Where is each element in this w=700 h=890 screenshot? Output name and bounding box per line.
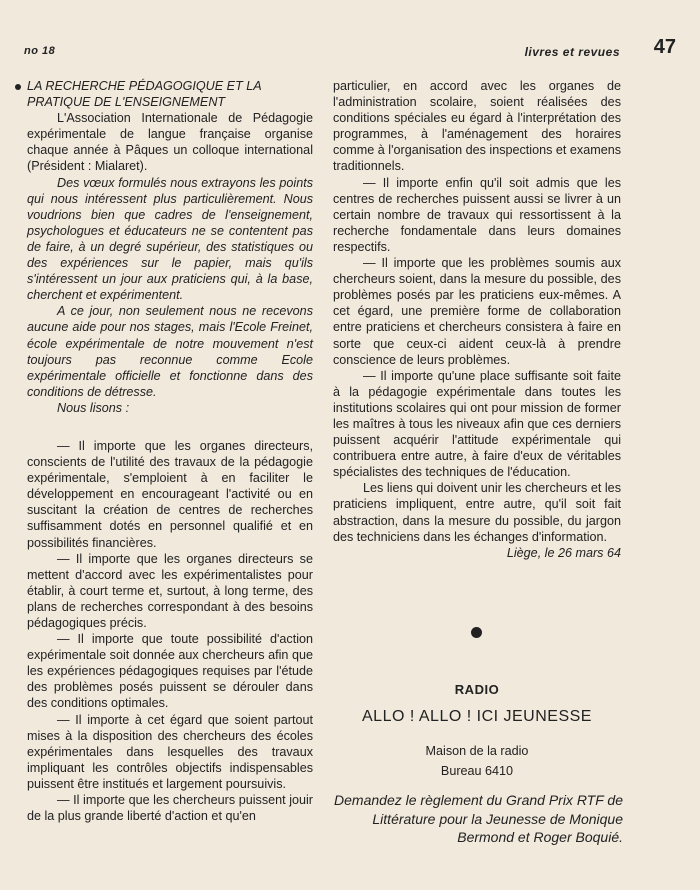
point-paragraph: — Il importe que les problèmes soumis aux chercheurs soient, dans la mesure du possible, des problèmes posés par les praticiens eux-mêmes. A cet égard, une première forme de collaboration entre praticiens et chercheurs consistera à faire en sorte que ceux-ci aident ceux-là à prendre conscience de leurs problèmes. — [333, 256, 621, 367]
point-paragraph: — Il importe que toute possibilité d'action expérimentale soit donnée aux chercheurs afin que les expériences pédagogiques requises par l'étude des problèmes posés puissent se dérouler dans des conditions optimales. — [27, 632, 313, 711]
issue-number: no 18 — [24, 45, 56, 57]
separator-dot-icon — [471, 627, 482, 638]
radio-heading: RADIO — [454, 682, 500, 697]
article-title-line-2: PRATIQUE DE L'ENSEIGNEMENT — [27, 95, 226, 110]
article-title — [27, 78, 313, 110]
point-paragraph: — Il importe que les organes directeurs, conscients de l'utilité des travaux de la pédagogie expérimentale, s'emploient à en faciliter le développement en encourageant l'activité ou en suscitant la création de centres de recherches suffisamment dotés en personnel qualifié et en possibilités financières. — [27, 438, 313, 550]
closing-paragraph: Les liens qui doivent unir les chercheurs et les praticiens impliquent, entre autre, qu'il soit fait abstraction, dans la mesure du possible, du jargon des techniciens dans les échanges d'information. — [333, 481, 621, 544]
right-column — [333, 78, 621, 561]
intro-paragraph: L'Association Internationale de Pédagogie expérimentale de langue française organise chaque année à Pâques un colloque international (Président : Mialaret). — [27, 111, 313, 174]
spacer — [27, 416, 313, 438]
section-title: livres et revues — [524, 45, 620, 59]
radio-title: ALLO ! ALLO ! ICI JEUNESSE — [362, 708, 592, 725]
freinet-paragraph: A ce jour, non seulement nous ne recevons aucune aide pour nos stages, mais l'Ecole Freinet, école expérimentale de notre mouvement n'est toujours pas reconnue comme Ecole expérimentale officielle et fonctionne dans des conditions de détresse. — [27, 304, 313, 399]
point-paragraph: — Il importe à cet égard que soient partout mises à la disposition des chercheurs des écoles expérimentales dans lesquelles des travaux impliquant les contrôles objectifs indispensables puissent être institués et largement poursuivis. — [27, 712, 313, 791]
wishes-paragraph: Des vœux formulés nous extrayons les points qui nous intéressent plus particulièrement. Nous voudrions bien que cadres de l'enseignement, psychologues et éducateurs ne se contentent pas de faire, à un degré supérieur, des statistiques ou des expériences sur le papier, mais qu'ils s'intéressent un jour aux praticiens qui, à la base, cherchent et expérimentent. — [27, 175, 313, 303]
point-paragraph: — Il importe qu'une place suffisante soit faite à la pédagogie expérimentale dans toutes les institutions scolaires qui ont pour mission de former les maîtres à tous les niveaux afin que ces derniers puissent acquérir l'attitude expérimentale qui contribuera entre autre, à faire d'eux de véritables spécialistes des techniques de l'éducation. — [333, 368, 621, 480]
radio-address-line-2: Bureau 6410 — [440, 764, 514, 778]
bullet-icon — [15, 84, 21, 90]
we-read-label: Nous lisons : — [57, 400, 130, 415]
point-paragraph: — Il importe que les organes directeurs se mettent d'accord avec les expérimentalistes pour établir, à court terme et, surtout, à long terme, des plans de recherches correspondant à des besoins pédagogiques précis. — [27, 551, 313, 630]
article-title-line-1: LA RECHERCHE PÉDAGOGIQUE ET LA — [27, 79, 262, 93]
point-paragraph: — Il importe enfin qu'il soit admis que les centres de recherches puissent aussi se livrer à un certain nombre de travaux qui ressortissent à la recherche fondamentale dans leurs domaines respectifs. — [333, 175, 621, 254]
left-column — [27, 78, 313, 824]
article-signature: Liège, le 26 mars 64 — [506, 545, 621, 560]
radio-note: Demandez le règlement du Grand Prix RTF de Littérature pour la Jeunesse de Monique Bermond et Roger Boquié. — [334, 792, 623, 845]
continued-paragraph: particulier, en accord avec les organes de l'administration scolaire, soient réalisées des conditions spéciales eu égard à l'interprétation des programmes, à l'aménagement des horaires comme à l'organisation des inspections et examens traditionnels. — [333, 79, 622, 174]
radio-address-line-1: Maison de la radio — [425, 744, 529, 758]
point-paragraph: — Il importe que les chercheurs puissent jouir de la plus grande liberté d'action et qu'en — [27, 793, 313, 824]
page-number: 47 — [653, 36, 676, 58]
